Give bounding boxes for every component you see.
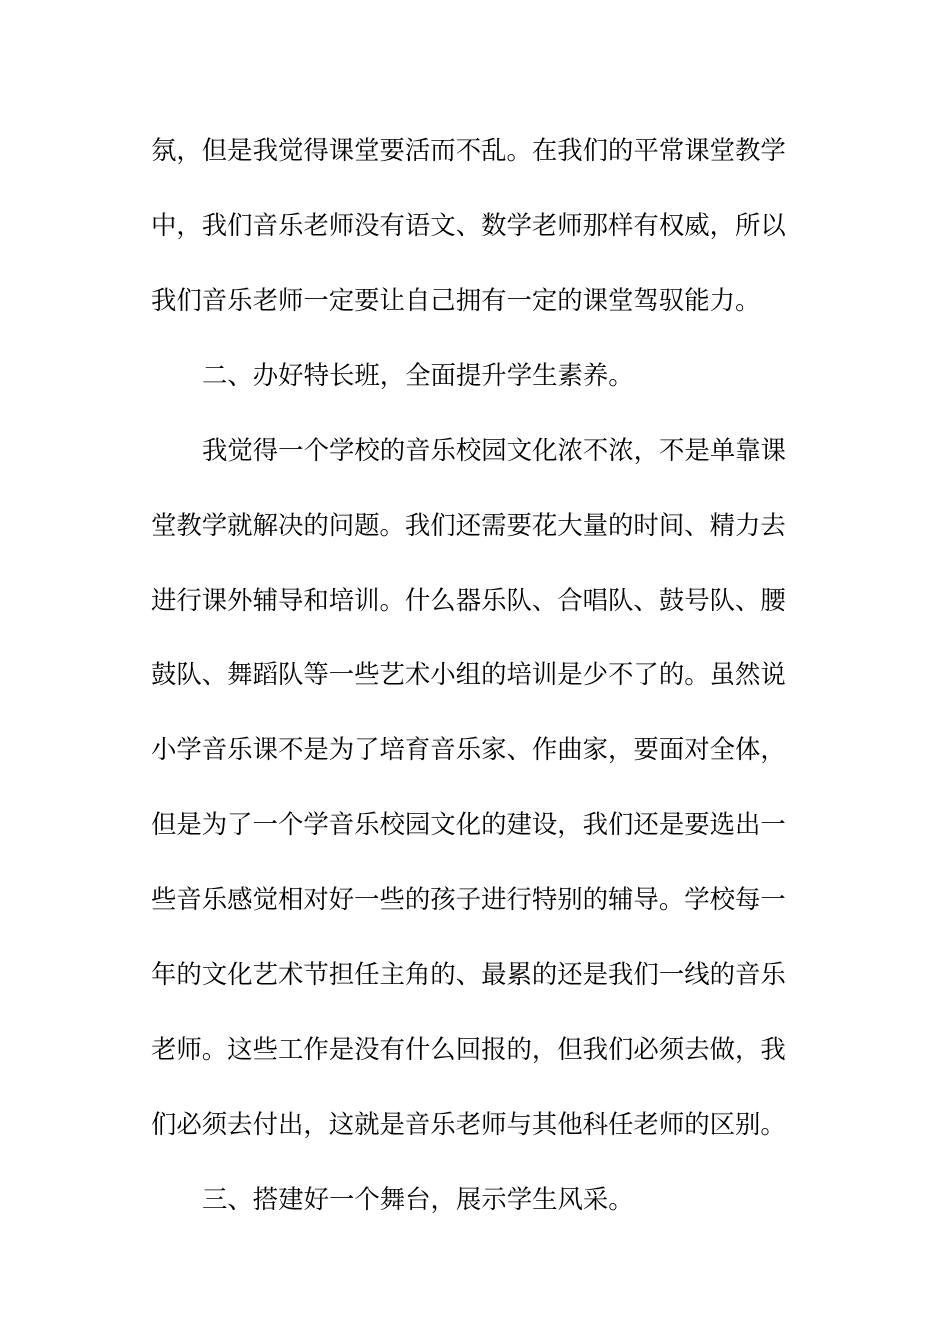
paragraph-line: 氛，但是我觉得课堂要活而不乱。在我们的平常课堂教学	[151, 135, 786, 165]
paragraph-line: 小学音乐课不是为了培育音乐家、作曲家，要面对全体，	[151, 734, 786, 764]
paragraph-line: 但是为了一个学音乐校园文化的建设，我们还是要选出一	[151, 809, 786, 839]
paragraph-line: 些音乐感觉相对好一些的孩子进行特别的辅导。学校每一	[151, 884, 786, 914]
paragraph-line: 鼓队、舞蹈队等一些艺术小组的培训是少不了的。虽然说	[151, 659, 786, 689]
section-heading: 三、搭建好一个舞台，展示学生风采。	[202, 1184, 634, 1214]
section-heading: 二、办好特长班，全面提升学生素养。	[202, 360, 634, 390]
paragraph-line: 年的文化艺术节担任主角的、最累的还是我们一线的音乐	[151, 959, 786, 989]
paragraph-line: 我觉得一个学校的音乐校园文化浓不浓，不是单靠课	[202, 435, 786, 465]
paragraph-line: 中，我们音乐老师没有语文、数学老师那样有权威，所以	[151, 210, 786, 240]
paragraph-line: 堂教学就解决的问题。我们还需要花大量的时间、精力去	[151, 510, 786, 540]
paragraph-line: 老师。这些工作是没有什么回报的，但我们必须去做，我	[151, 1034, 786, 1064]
paragraph-line: 我们音乐老师一定要让自己拥有一定的课堂驾驭能力。	[151, 285, 761, 315]
paragraph-line: 们必须去付出，这就是音乐老师与其他科任老师的区别。	[151, 1109, 786, 1139]
paragraph-line: 进行课外辅导和培训。什么器乐队、合唱队、鼓号队、腰	[151, 585, 786, 615]
